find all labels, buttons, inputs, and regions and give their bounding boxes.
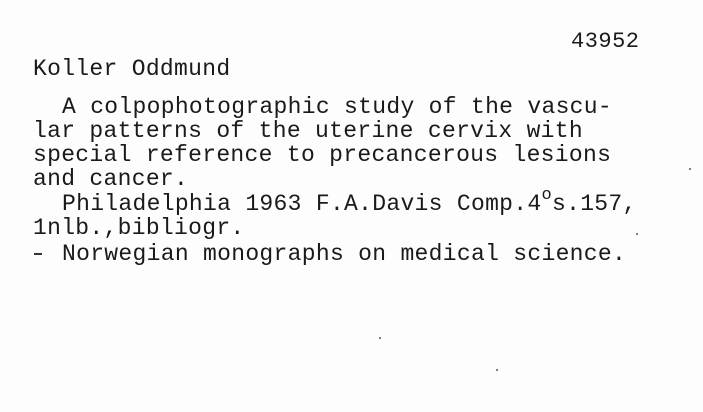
ink-speck — [636, 233, 638, 235]
series-dash-mark — [34, 253, 42, 255]
collation-line: 1nlb.,bibliogr. — [33, 215, 245, 241]
imprint-text: Philadelphia 1963 F.A.Davis Comp.4 — [62, 191, 542, 217]
ink-speck — [379, 337, 381, 339]
imprint-line — [62, 186, 637, 217]
ink-speck — [496, 369, 498, 371]
title-line-4: and cancer. — [33, 166, 189, 192]
pages-text: s.157, — [552, 191, 637, 217]
series-line: Norwegian monographs on medical science. — [62, 241, 627, 267]
title-line-1: A colpophotographic study of the vascu- — [62, 94, 612, 120]
ink-speck — [689, 168, 691, 170]
title-line-2: lar patterns of the uterine cervix with — [33, 118, 583, 144]
title-line-3: special reference to precancerous lesions — [33, 142, 612, 168]
author-name: Koller Oddmund — [33, 56, 231, 82]
card-number: 43952 — [571, 29, 640, 54]
format-superscript: o — [541, 186, 552, 205]
